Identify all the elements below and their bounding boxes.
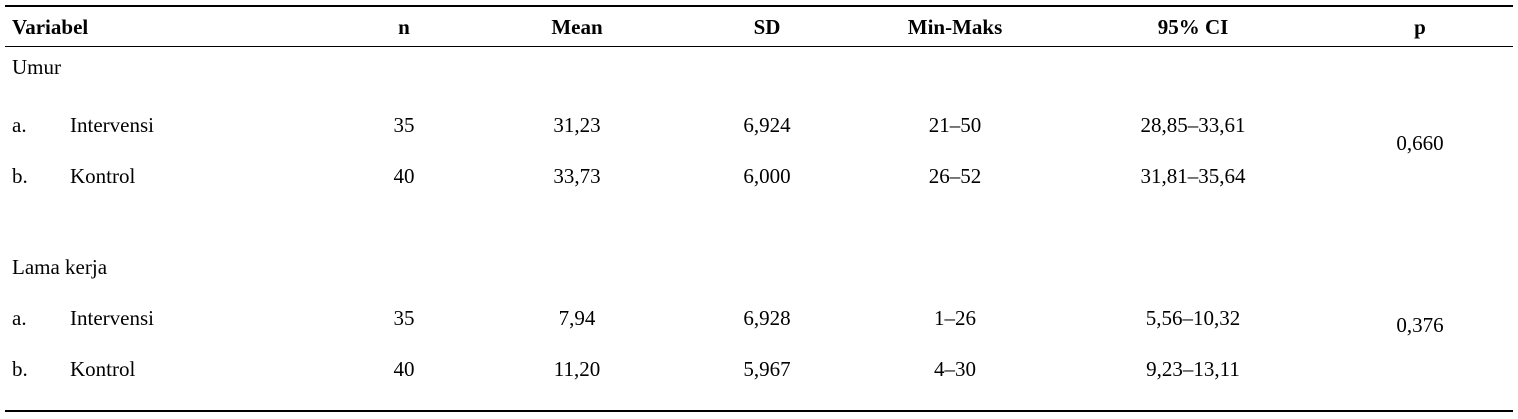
- cell-min-maks: 4–30: [934, 357, 976, 381]
- cell-sd: 6,924: [743, 113, 791, 137]
- header-mean: Mean: [551, 15, 603, 39]
- cell-p-value: 0,660: [1396, 131, 1444, 155]
- row-prefix: a.: [12, 113, 27, 137]
- cell-n: 35: [393, 113, 415, 137]
- cell-mean: 11,20: [553, 357, 601, 381]
- row-name: Intervensi: [70, 113, 154, 137]
- header-variabel: Variabel: [12, 15, 89, 39]
- cell-n: 40: [393, 164, 415, 188]
- cell-sd: 6,928: [743, 306, 791, 330]
- cell-sd: 6,000: [743, 164, 791, 188]
- row-name: Kontrol: [70, 357, 136, 381]
- cell-n: 35: [393, 306, 415, 330]
- header-rule: [5, 46, 1513, 47]
- cell-ci: 28,85–33,61: [1140, 113, 1246, 137]
- header-sd: SD: [753, 15, 781, 39]
- cell-min-maks: 1–26: [934, 306, 976, 330]
- cell-mean: 31,23: [553, 113, 601, 137]
- cell-ci: 5,56–10,32: [1145, 306, 1241, 330]
- cell-ci: 31,81–35,64: [1140, 164, 1246, 188]
- cell-mean: 7,94: [558, 306, 596, 330]
- cell-min-maks: 26–52: [928, 164, 982, 188]
- header-ci: 95% CI: [1157, 15, 1229, 39]
- group-label: Lama kerja: [12, 255, 108, 279]
- group-label: Umur: [12, 55, 61, 79]
- row-prefix: b.: [12, 164, 28, 188]
- row-name: Intervensi: [70, 306, 154, 330]
- cell-p-value: 0,376: [1396, 313, 1444, 337]
- header-p: p: [1414, 15, 1426, 39]
- row-prefix: a.: [12, 306, 27, 330]
- cell-mean: 33,73: [553, 164, 601, 188]
- header-min-maks: Min-Maks: [907, 15, 1003, 39]
- cell-ci: 9,23–13,11: [1146, 357, 1240, 381]
- cell-n: 40: [393, 357, 415, 381]
- table-top-rule: [5, 5, 1513, 7]
- cell-min-maks: 21–50: [928, 113, 982, 137]
- row-prefix: b.: [12, 357, 28, 381]
- table-bottom-rule: [5, 410, 1513, 412]
- row-name: Kontrol: [70, 164, 136, 188]
- header-n: n: [398, 15, 410, 39]
- cell-sd: 5,967: [743, 357, 791, 381]
